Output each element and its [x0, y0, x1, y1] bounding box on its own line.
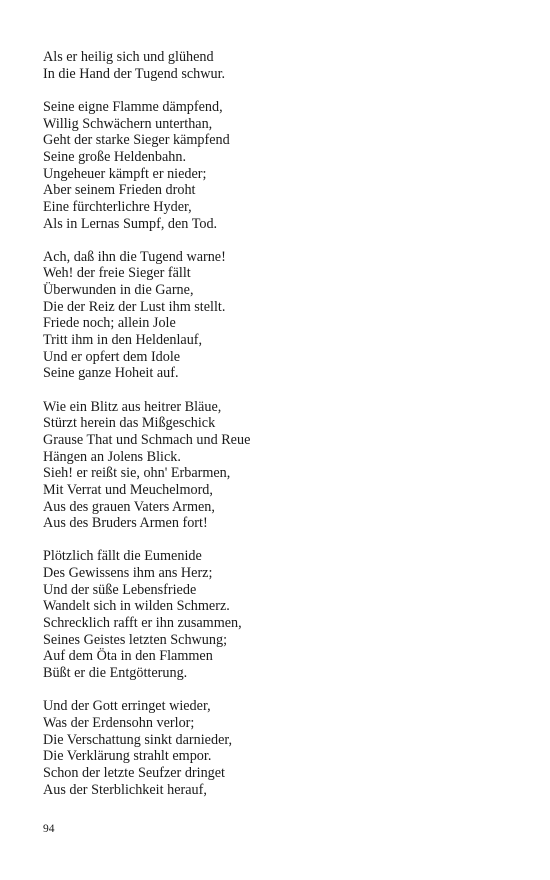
verse-line: Aus des grauen Vaters Armen, [43, 498, 215, 515]
verse-line: Was der Erdensohn verlor; [43, 714, 195, 731]
verse-line: Als er heilig sich und glühend [43, 49, 214, 65]
verse-line: Eine fürchterlichre Hyder, [43, 198, 192, 215]
stanza [43, 99, 523, 232]
stanza [43, 49, 523, 82]
poem-text [43, 49, 523, 815]
verse-line: Geht der starke Sieger kämpfend [43, 132, 230, 149]
stanza [43, 548, 523, 681]
verse-line: Sieh! er reißt sie, ohn' Erbarmen, [43, 465, 231, 482]
verse-line: Ungeheuer kämpft er nieder; [43, 165, 207, 182]
verse-line: Mit Verrat und Meuchelmord, [43, 481, 213, 498]
verse-line: Und der süße Lebensfriede [43, 581, 197, 598]
verse-line: Aus des Bruders Armen fort! [43, 515, 208, 532]
verse-line: Schon der letzte Seufzer dringet [43, 764, 225, 781]
verse-line: Wandelt sich in wilden Schmerz. [43, 598, 230, 615]
verse-line: Aus der Sterblichkeit herauf, [43, 781, 207, 798]
verse-line: Seine eigne Flamme dämpfend, [43, 98, 223, 115]
verse-line: Hängen an Jolens Blick. [43, 448, 181, 465]
verse-line: Weh! der freie Sieger fällt [43, 265, 191, 282]
verse-line: Seines Geistes letzten Schwung; [43, 631, 228, 648]
page-number: 94 [43, 823, 55, 835]
verse-line: Büßt er die Entgötterung. [43, 665, 188, 682]
verse-line: Grause That und Schmach und Reue [43, 431, 251, 448]
stanza [43, 399, 523, 532]
verse-line: Schrecklich rafft er ihn zusammen, [43, 615, 242, 632]
stanza [43, 698, 523, 798]
verse-line: Die Verklärung strahlt empor. [43, 748, 212, 765]
verse-line: Als in Lernas Sumpf, den Tod. [43, 215, 218, 232]
verse-line: Überwunden in die Garne, [43, 282, 194, 299]
verse-line: Auf dem Öta in den Flammen [43, 648, 213, 665]
verse-line: Die Verschattung sinkt darnieder, [43, 731, 233, 748]
verse-line: Und er opfert dem Idole [43, 348, 181, 365]
verse-line: Des Gewissens ihm ans Herz; [43, 565, 213, 582]
verse-line: Willig Schwächern unterthan, [43, 115, 213, 132]
stanza [43, 249, 523, 382]
verse-line: Friede noch; allein Jole [43, 315, 176, 332]
verse-line: Aber seinem Frieden droht [43, 182, 196, 199]
verse-line: Und der Gott erringet wieder, [43, 698, 211, 715]
verse-line: Seine ganze Hoheit auf. [43, 365, 179, 382]
verse-line: Ach, daß ihn die Tugend warne! [43, 248, 226, 265]
verse-line: Seine große Heldenbahn. [43, 148, 187, 165]
verse-line: Die der Reiz der Lust ihm stellt. [43, 298, 226, 315]
verse-line: Wie ein Blitz aus heitrer Bläue, [43, 398, 222, 415]
verse-line: Stürzt herein das Mißgeschick [43, 415, 216, 432]
verse-line: Tritt ihm in den Heldenlauf, [43, 332, 203, 349]
verse-line: In die Hand der Tugend schwur. [43, 65, 226, 82]
verse-line: Plötzlich fällt die Eumenide [43, 548, 202, 565]
